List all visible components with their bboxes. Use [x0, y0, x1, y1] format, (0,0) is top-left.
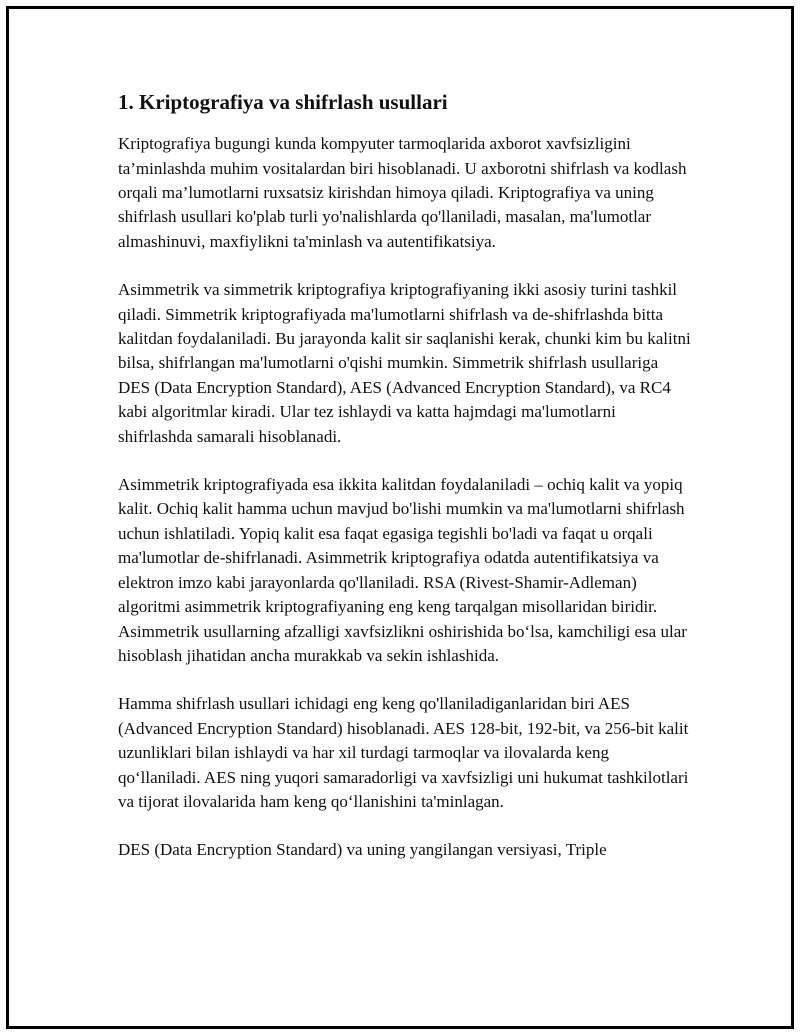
paragraph-symmetric: Asimmetrik va simmetrik kriptografiya kriptografiyaning ikki asosiy turini tashkil qiladi. Simmetrik kriptografiyada ma'lumotlarni shifrlash va de-shifrlashda bitta kalitdan foydalaniladi. Bu jarayonda kalit sir saqlanishi kerak, chunki kim bu kalitni bilsa, shifrlangan ma'lumotlarni o'qishi mumkin. Simmetrik shifrlash usullariga DES (Data Encryption Standard), AES (Advanced Encryption Standard), va RC4 kabi algoritmlar kiradi. Ular tez ishlaydi va katta hajmdagi ma'lumotlarni shifrlashda samarali hisoblanadi. [118, 280, 691, 446]
paragraph-intro: Kriptografiya bugungi kunda kompyuter tarmoqlarida axborot xavfsizligini ta’minlashda muhim vositalardan biri hisoblanadi. U axborotni shifrlash va kodlash orqali ma’lumotlarni ruxsatsiz kirishdan himoya qiladi. Kriptografiya va uning shifrlash usullari ko'plab turli yo'nalishlarda qo'llaniladi, masalan, ma'lumotlar almashinuvi, maxfiylikni ta'minlash va autentifikatsiya. [118, 134, 687, 251]
paragraph-des: DES (Data Encryption Standard) va uning yangilangan versiyasi, Triple [118, 840, 607, 860]
section-heading: 1. Kriptografiya va shifrlash usullari [118, 90, 448, 114]
document-body [118, 90, 693, 887]
paragraph-aes: Hamma shifrlash usullari ichidagi eng keng qo'llaniladiganlaridan biri AES (Advanced Encryption Standard) hisoblanadi. AES 128-bit, 192-bit, va 256-bit kalit uzunliklari bilan ishlaydi va har xil turdagi tarmoqlar va ilovalarda keng qo‘llaniladi. AES ning yuqori samaradorligi va xavfsizligi uni hukumat tashkilotlari va tijorat ilovalarida ham keng qo‘llanishini ta'minlagan. [118, 694, 689, 811]
paragraph-asymmetric: Asimmetrik kriptografiyada esa ikkita kalitdan foydalaniladi – ochiq kalit va yopiq kalit. Ochiq kalit hamma uchun mavjud bo'lishi mumkin va ma'lumotlarni shifrlash uchun ishlatiladi. Yopiq kalit esa faqat egasiga tegishli bo'ladi va faqat u orqali ma'lumotlar de-shifrlanadi. Asimmetrik kriptografiya odatda autentifikatsiya va elektron imzo kabi jarayonlarda qo'llaniladi. RSA (Rivest-Shamir-Adleman) algoritmi asimmetrik kriptografiyaning eng keng tarqalgan misollaridan biridir. Asimmetrik usullarning afzalligi xavfsizlikni oshirishida bo‘lsa, kamchiligi esa ular hisoblash jihatidan ancha murakkab va sekin ishlashida. [118, 475, 687, 665]
